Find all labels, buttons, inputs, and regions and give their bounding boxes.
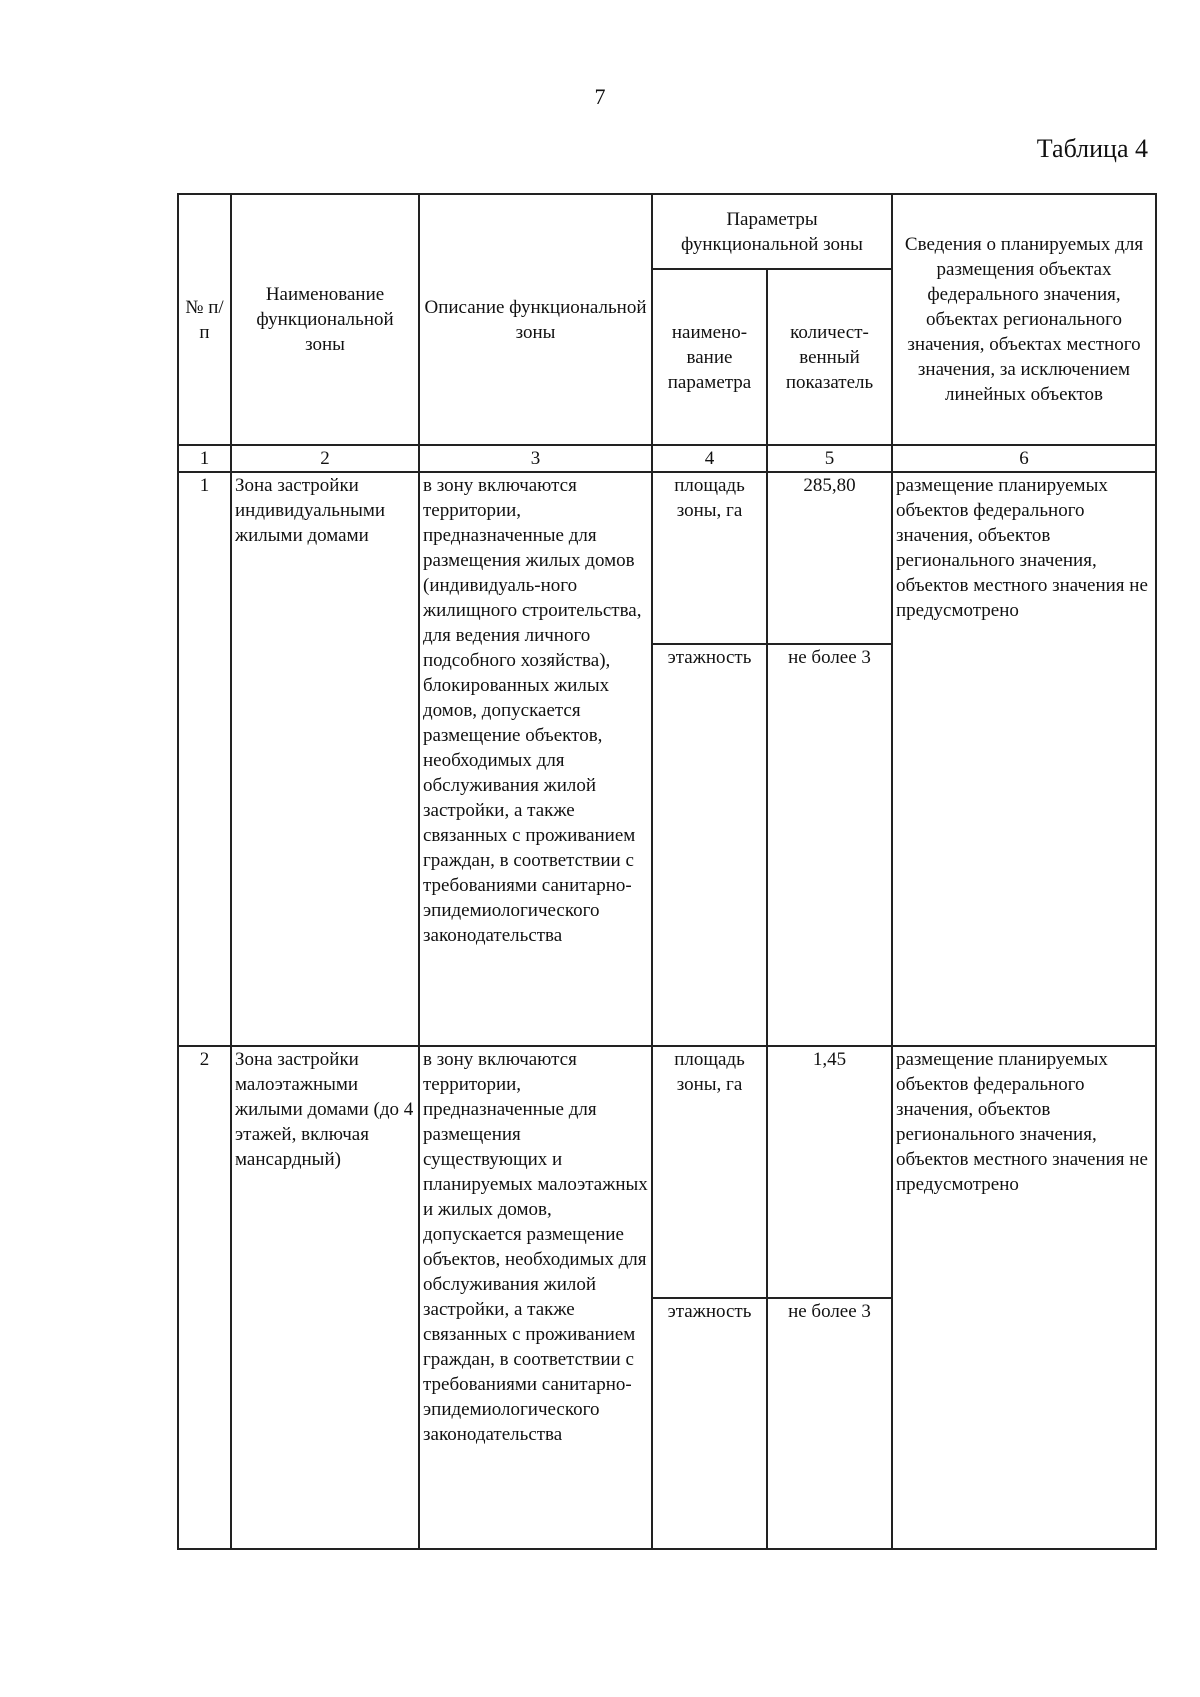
row-num: 2 [178,1046,231,1549]
param-name: площадь зоны, га [652,1046,767,1298]
param-name: этажность [652,644,767,1046]
col-number: 5 [767,445,892,472]
header-zone-params: Параметры функциональной зоны [652,194,892,269]
param-name: этажность [652,1298,767,1549]
header-planned-objects-info: Сведения о планируемых для размещения объектах федерального значения, объектах регионального значения, объектах местного значения, за исключением линейных объектов [892,194,1156,445]
col-number: 3 [419,445,652,472]
param-name: площадь зоны, га [652,472,767,644]
col-number: 6 [892,445,1156,472]
planned-objects-info: размещение планируемых объектов федерального значения, объектов регионального значения, объектов местного значения не предусмотрено [892,1046,1156,1549]
page-number: 7 [594,84,606,109]
col-number: 1 [178,445,231,472]
planned-objects-info: размещение планируемых объектов федерального значения, объектов регионального значения, объектов местного значения не предусмотрено [892,472,1156,1046]
header-param-name: наимено- вание параметра [652,269,767,445]
column-numbers-row [178,445,1156,472]
col-number: 2 [231,445,419,472]
zone-description: в зону включаются территории, предназначенные для размещения жилых домов (индивидуаль-ного жилищного строительства, для ведения личного подсобного хозяйства), блокированных жилых домов, допускается размещение объектов, необходимых для обслуживания жилой застройки, а также связанных с проживанием граждан, в соответствии с требованиями санитарно-эпидемиологического законодательства [419,472,652,1046]
param-value: 285,80 [767,472,892,644]
col-number: 4 [652,445,767,472]
table-caption: Таблица 4 [1036,134,1148,163]
row-num: 1 [178,472,231,1046]
header-param-value: количест- венный показатель [767,269,892,445]
zone-name: Зона застройки индивидуальными жилыми домами [231,472,419,1046]
param-value: не более 3 [767,1298,892,1549]
param-value: 1,45 [767,1046,892,1298]
zone-name: Зона застройки малоэтажными жилыми домами (до 4 этажей, включая мансардный) [231,1046,419,1549]
header-zone-name: Наименование функциональной зоны [231,194,419,445]
table-row [178,1046,1156,1298]
zone-description: в зону включаются территории, предназначенные для размещения существующих и планируемых малоэтажных и жилых домов, допускается размещение объектов, необходимых для обслуживания жилой застройки, а также связанных с проживанием граждан, в соответствии с требованиями санитарно-эпидемиологического законодательства [419,1046,652,1549]
header-zone-description: Описание функциональной зоны [419,194,652,445]
header-num: № п/п [178,194,231,445]
table-row [178,472,1156,644]
zones-table [177,193,1157,1550]
param-value: не более 3 [767,644,892,1046]
